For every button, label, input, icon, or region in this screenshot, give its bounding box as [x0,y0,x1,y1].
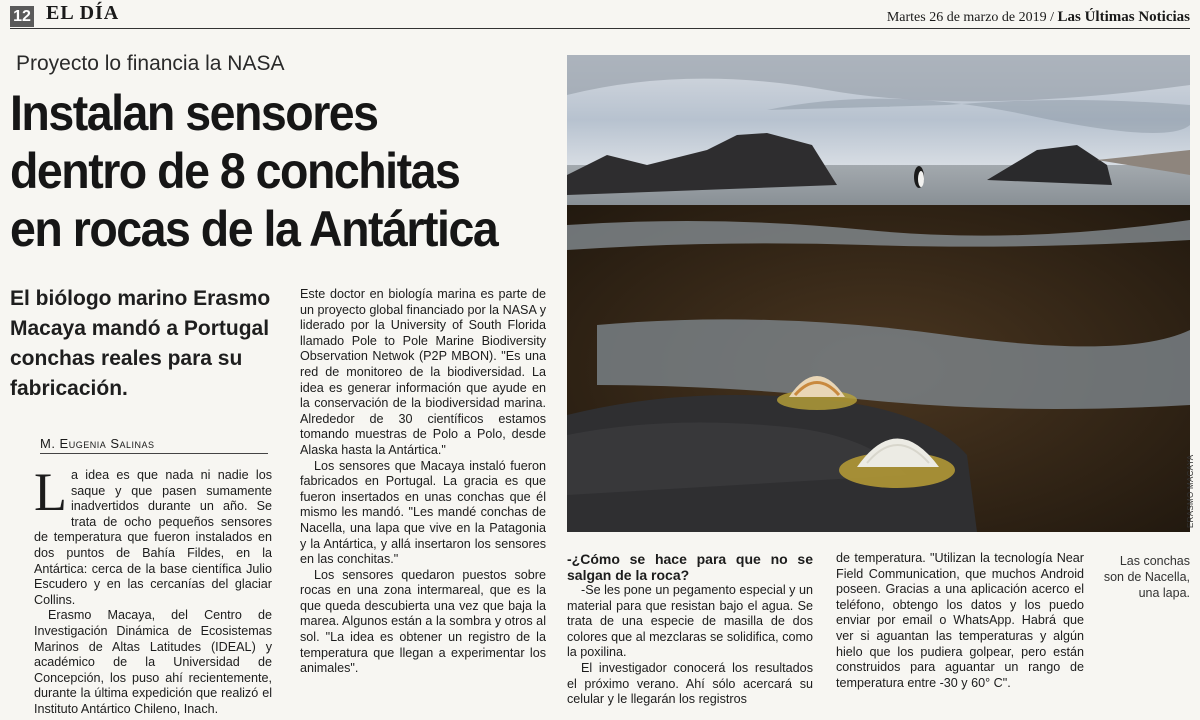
article-column-2 [300,287,546,677]
page-number: 12 [10,6,34,27]
article-column-1 [34,462,272,718]
headline-line: dentro de 8 conchitas [10,143,460,199]
byline-rule [40,453,268,454]
paragraph: -Se les pone un pegamento especial y un material para que resistan bajo el agua. Se trata de una especie de masilla de dos colores que al mezclaras se solidifica, como la poxilina. [567,583,813,660]
article-column-4 [836,551,1084,691]
drop-cap: L [34,462,67,522]
byline: M. Eugenia Salinas [40,436,155,451]
paragraph-text: a idea es que nada ni nadie los saque y que pasen sumamente inadvertidos durante un año. Se trata de ocho pequeños sensores de temperatura que fueron instalados en dos puntos de Bahía Fildes, en la Antártica: cerca de la base científica Julio Escudero y en las cercanías del glaciar Collins. [34,468,272,607]
kicker: Proyecto lo financia la NASA [16,52,285,75]
paragraph: de temperatura. "Utilizan la tecnología Near Field Communication, que muchos Android poseen. Gracias a una aplicación acerco el teléfono, obtengo los datos y los puedo enviar por email o WhatsApp. Habrá que ver si aguantan las temperaturas y algún hielo que los pudiera golpear, pero están construidos para aguantar un rango de temperatura entre -30 y 60° C". [836,551,1084,690]
paragraph: Este doctor en biología marina es parte de un proyecto global financiado por la NASA y liderado por la University of South Florida llamado Pole to Pole Marine Biodiversity Observation Netwok (P2P MBON). "Es una red de monitoreo de la biodiversidad. La idea es generar información que ayude en la conservación de la biodiversidad marina. Alrededor de 30 científicos estamos tomando muestras de Polo a Polo, desde Alaska hasta la Antártica." [300,287,546,457]
paragraph: El investigador conocerá los resultados el próximo verano. Ahí sólo acercará su celular y le llegarán los registros [567,660,813,707]
headline-line: Instalan sensores [10,85,378,141]
deck: El biólogo marino Erasmo Macaya mandó a Portugal conchas reales para su fabricación. [10,287,271,400]
photo-caption: Las conchas son de Nacella, una lapa. [1103,554,1190,600]
paragraph: Los sensores que Macaya instaló fueron fabricados en Portugal. La gracia es que fueron insertados en unas conchas que él mismo les mandó. "Les mandé conchas de Nacella, una lapa que vive en la Patagonia y la Antártica, y allá insertaron los sensores en las conchitas." [300,458,546,567]
photo-credit: ERASMO MACAYA [1186,454,1195,528]
newspaper-name: Las Últimas Noticias [1057,9,1190,25]
dateline [887,9,1190,26]
interview-question: -¿Cómo se hace para que no se salgan de la roca? [567,551,813,583]
header-rule [10,28,1190,29]
headline [10,84,531,258]
paragraph: Erasmo Macaya, del Centro de Investigación Dinámica de Ecosistemas Marinos de Altas Latitudes (IDEAL) y académico de la Universidad de Concepción, los puso ahí recientemente, durante la última expedición que realizó el Instituto Antártico Chileno, Inach. [34,608,272,716]
article-photo [567,55,1190,532]
section-name: EL DÍA [46,2,120,24]
issue-date: Martes 26 de marzo de 2019 / [886,10,1054,25]
paragraph [34,462,272,608]
headline-line: en rocas de la Antártica [10,201,498,257]
antarctic-shore-photo [567,55,1190,532]
article-column-3 [567,551,813,708]
paragraph: Los sensores quedaron puestos sobre rocas en una zona intermareal, que es la que queda descubierta una vez que baja la marea. Algunos están a la sombra y otros al sol. "La idea es obtener un registro de la temperatura que llegan a experimentar los animales". [300,567,546,676]
